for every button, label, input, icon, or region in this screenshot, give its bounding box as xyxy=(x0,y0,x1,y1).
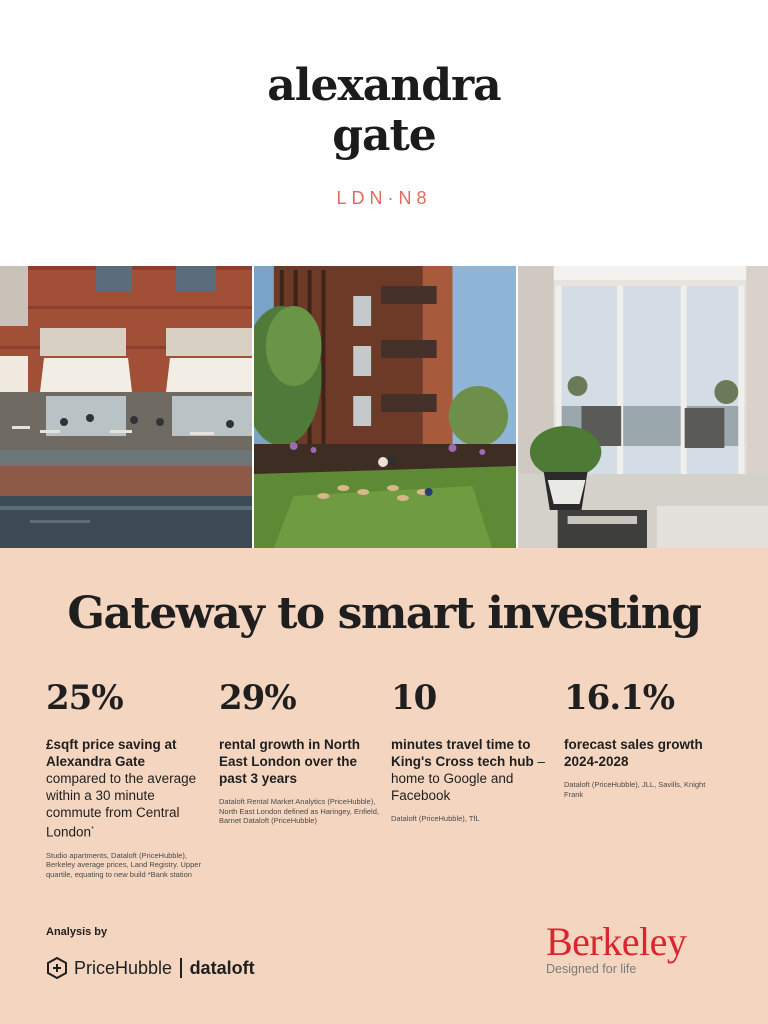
header xyxy=(0,0,768,266)
stat-highlight: rental growth in North East London over the past 3 years xyxy=(219,737,360,786)
photo-garden-terrace xyxy=(252,266,516,548)
stat-description xyxy=(564,736,724,770)
stat-description xyxy=(219,736,379,787)
footnote-mark: * xyxy=(91,826,94,833)
analysis-label: Analysis by xyxy=(46,926,108,938)
info-panel xyxy=(0,548,768,1024)
stat-text: compared to the average within a 30 minute commute from Central London xyxy=(46,771,197,840)
stat-text: – home to Google and Facebook xyxy=(391,754,546,803)
pricehubble-icon xyxy=(46,956,68,980)
stat-source: Dataloft Rental Market Analytics (PriceHubble), North East London defined as Haringey, Enfield, Barnet Dataloft (PriceHubble) xyxy=(219,797,379,825)
stat-value: 25% xyxy=(46,678,123,718)
photo-living-room xyxy=(516,266,768,548)
stat-source: Dataloft (PriceHubble), JLL, Savills, Knight Frank xyxy=(564,780,706,799)
stat-highlight: forecast sales growth 2024-2028 xyxy=(564,737,703,769)
stat-source: Studio apartments, Dataloft (PriceHubble), Berkeley average prices, Land Registry. Upper quartile, equating to new build *Bank station xyxy=(46,850,201,879)
logo-location: LDN·N8 xyxy=(336,188,432,208)
logo-wordmark-line1: alexandra xyxy=(267,60,501,111)
stat-description xyxy=(46,736,206,841)
stat-travel-time xyxy=(391,678,551,824)
stat-highlight: £sqft price saving at Alexandra Gate xyxy=(46,737,177,769)
pricehubble-logo: PriceHubble xyxy=(74,957,173,978)
berkeley-logo xyxy=(546,920,736,976)
brand-name: Berkeley xyxy=(546,919,687,964)
stat-value: 16.1% xyxy=(564,678,675,718)
partner-logos xyxy=(46,954,255,982)
photo-strip xyxy=(0,266,768,548)
photo-courtyard-cafe xyxy=(0,266,252,548)
stat-value: 10 xyxy=(391,678,437,718)
stat-rental-growth xyxy=(219,678,379,826)
stat-value: 29% xyxy=(219,678,296,718)
headline: Gateway to smart investing xyxy=(67,588,701,639)
stat-price-saving xyxy=(46,678,206,879)
dataloft-logo: dataloft xyxy=(189,957,255,978)
logo-wordmark-line2: gate xyxy=(332,110,436,161)
stat-sales-growth xyxy=(564,678,724,799)
stat-source: Dataloft (PriceHubble), TfL xyxy=(391,814,480,823)
stat-highlight: minutes travel time to King's Cross tech hub xyxy=(391,737,534,769)
stat-description xyxy=(391,736,551,804)
partner-divider xyxy=(180,958,182,978)
brand-tagline: Designed for life xyxy=(546,962,637,976)
